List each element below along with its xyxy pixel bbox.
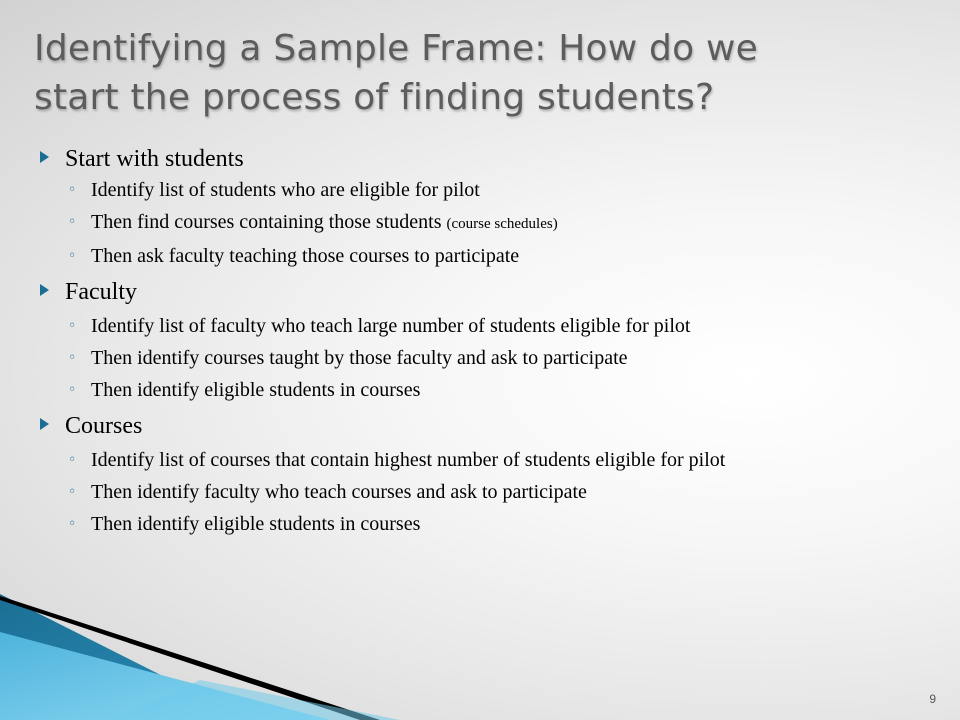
triangle-bullet-icon: [40, 284, 49, 296]
triangle-bullet-icon: [40, 151, 49, 163]
circle-bullet-icon: ◦: [68, 318, 77, 334]
sub-bullet-text: Then find courses containing those students: [91, 211, 442, 233]
title-line-1: Identifying a Sample Frame: How do we: [34, 28, 758, 69]
sub-bullet: [40, 245, 900, 268]
bullet-courses: [40, 412, 900, 440]
sub-bullet-text: Then identify courses taught by those faculty and ask to participate: [91, 347, 628, 369]
circle-bullet-icon: ◦: [68, 484, 77, 500]
bullet-faculty: [40, 278, 900, 306]
sub-bullet-text: Identify list of faculty who teach large number of students eligible for pilot: [91, 315, 691, 337]
triangle-bullet-icon: [40, 418, 49, 430]
sub-bullet-text: Then identify eligible students in courses: [91, 513, 421, 535]
bullet-label: Courses: [65, 413, 143, 439]
circle-bullet-icon: ◦: [68, 516, 77, 532]
corner-decoration: [0, 580, 460, 720]
sub-bullet-note: (course schedules): [446, 216, 558, 232]
sub-bullet: [40, 379, 900, 402]
sub-bullet: [40, 513, 900, 536]
sub-bullet: [40, 449, 900, 472]
page-number: 9: [929, 692, 936, 706]
circle-bullet-icon: ◦: [68, 452, 77, 468]
circle-bullet-icon: ◦: [68, 350, 77, 366]
sub-bullet-text: Identify list of students who are eligible for pilot: [91, 179, 480, 201]
circle-bullet-icon: ◦: [68, 248, 77, 264]
circle-bullet-icon: ◦: [68, 182, 77, 198]
sub-bullet-text: Then ask faculty teaching those courses to participate: [91, 245, 520, 267]
bullet-label: Faculty: [65, 279, 137, 305]
sub-bullet: [40, 179, 900, 202]
sub-bullet: [40, 211, 900, 236]
circle-bullet-icon: ◦: [68, 382, 77, 398]
circle-bullet-icon: ◦: [68, 214, 77, 230]
slide-title: [34, 24, 934, 122]
bullet-start-with-students: [40, 145, 900, 173]
sub-bullet: [40, 315, 900, 338]
sub-bullet: [40, 481, 900, 504]
sub-bullet-text: Identify list of courses that contain highest number of students eligible for pilot: [91, 449, 726, 471]
title-line-2: start the process of finding students?: [34, 77, 715, 118]
sub-bullet-text: Then identify faculty who teach courses and ask to participate: [91, 481, 587, 503]
slide-content: [40, 145, 900, 536]
sub-bullet-text: Then identify eligible students in courses: [91, 379, 421, 401]
bullet-label: Start with students: [65, 146, 244, 172]
sub-bullet: [40, 347, 900, 370]
